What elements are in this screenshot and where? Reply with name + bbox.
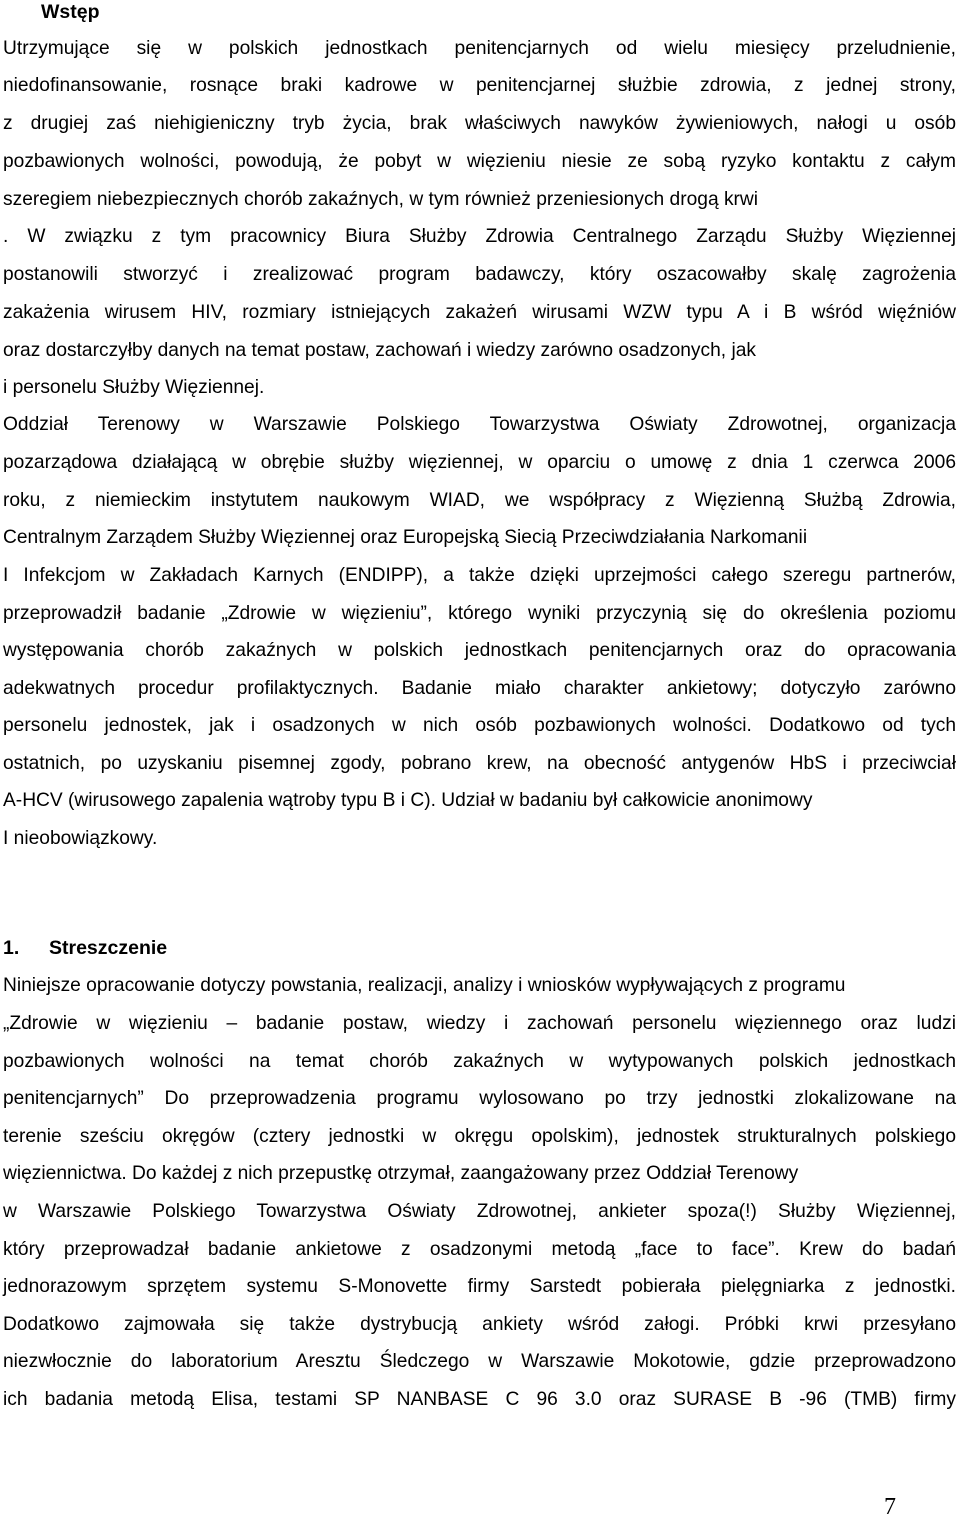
section-title: Streszczenie — [49, 937, 168, 959]
summary-line: pozbawionych wolności na temat chorób zakaźnych w wytypowanych polskich jednostkach — [3, 1051, 956, 1072]
summary-line: Niniejsze opracowanie dotyczy powstania, realizacji, analizy i wniosków wypływających z programu — [3, 975, 846, 996]
intro-line: A-HCV (wirusowego zapalenia wątroby typu B i C). Udział w badaniu był całkowicie anonimowy — [3, 790, 813, 811]
intro-line: występowania chorób zakaźnych w polskich jednostkach penitencjarnych oraz do opracowania — [3, 640, 956, 661]
summary-line: penitencjarnych” Do przeprowadzenia programu wylosowano po trzy jednostki zlokalizowane na — [3, 1088, 956, 1109]
summary-line: ich badania metodą Elisa, testami SP NANBASE C 96 3.0 oraz SURASE B -96 (TMB) firmy — [3, 1389, 956, 1410]
summary-line: niezwłocznie do laboratorium Aresztu Śledczego w Warszawie Mokotowie, gdzie przeprowadzono — [3, 1351, 956, 1372]
intro-line: szeregiem niebezpiecznych chorób zakaźnych, w tym również przeniesionych drogą krwi — [3, 189, 759, 210]
summary-line: „Zdrowie w więzieniu – badanie postaw, wiedzy i zachowań personelu więziennego oraz ludzi — [3, 1013, 956, 1034]
intro-line: I nieobowiązkowy. — [3, 828, 158, 849]
intro-line: ostatnich, po uzyskaniu pisemnej zgody, pobrano krew, na obecność antygenów HbS i przeciwciał — [3, 753, 956, 774]
intro-line: adekwatnych procedur profilaktycznych. Badanie miało charakter ankietowy; dotyczyło zarówno — [3, 678, 956, 699]
summary-line: Dodatkowo zajmowała się także dystrybucją ankiety wśród załogi. Próbki krwi przesyłano — [3, 1314, 956, 1335]
summary-line: jednorazowym sprzętem systemu S-Monovette firmy Sarstedt pobierała pielęgniarka z jednostki. — [3, 1276, 956, 1297]
intro-line: personelu jednostek, jak i osadzonych w nich osób pozbawionych wolności. Dodatkowo od tych — [3, 715, 956, 736]
intro-line: niedofinansowanie, rosnące braki kadrowe w penitencjarnej służbie zdrowia, z jednej strony, — [3, 75, 956, 96]
summary-line: w Warszawie Polskiego Towarzystwa Oświaty Zdrowotnej, ankieter spoza(!) Służby Więziennej, — [3, 1201, 956, 1222]
intro-line: roku, z niemieckim instytutem naukowym WIAD, we współpracy z Więzienną Służbą Zdrowia, — [3, 490, 956, 511]
page-number: 7 — [884, 1494, 896, 1520]
intro-line: z drugiej zaś niehigieniczny tryb życia, brak właściwych nawyków żywieniowych, nałogi u osób — [3, 113, 956, 134]
intro-line: Oddział Terenowy w Warszawie Polskiego Towarzystwa Oświaty Zdrowotnej, organizacja — [3, 414, 956, 435]
intro-line: pozbawionych wolności, powodują, że pobyt w więzieniu niesie ze sobą ryzyko kontaktu z całym — [3, 151, 956, 172]
intro-line: Centralnym Zarządem Służby Więziennej oraz Europejską Siecią Przeciwdziałania Narkomanii — [3, 527, 808, 548]
intro-heading: Wstęp — [41, 1, 100, 23]
intro-line: . W związku z tym pracownicy Biura Służby Zdrowia Centralnego Zarządu Służby Więziennej — [3, 226, 956, 247]
summary-line: więziennictwa. Do każdej z nich przepustkę otrzymał, zaangażowany przez Oddział Terenowy — [3, 1163, 799, 1184]
intro-line: i personelu Służby Więziennej. — [3, 377, 265, 398]
intro-line: przeprowadził badanie „Zdrowie w więzieniu”, którego wyniki przyczynią się do określenia poziomu — [3, 603, 956, 624]
intro-line: zakażenia wirusem HIV, rozmiary istniejących zakażeń wirusami WZW typu A i B wśród więźniów — [3, 302, 956, 323]
intro-line: pozarządowa działającą w obrębie służby więziennej, w oparciu o umowę z dnia 1 czerwca 2006 — [3, 452, 956, 473]
summary-line: który przeprowadzał badanie ankietowe z osadzonymi metodą „face to face”. Krew do badań — [3, 1239, 956, 1260]
intro-line: I Infekcjom w Zakładach Karnych (ENDIPP), a także dzięki uprzejmości całego szeregu partnerów, — [3, 565, 956, 586]
intro-line: Utrzymujące się w polskich jednostkach penitencjarnych od wielu miesięcy przeludnienie, — [3, 38, 956, 59]
section-heading — [3, 937, 167, 959]
intro-line: postanowili stworzyć i zrealizować program badawczy, który oszacowałby skalę zagrożenia — [3, 264, 956, 285]
intro-line: oraz dostarczyłby danych na temat postaw, zachowań i wiedzy zarówno osadzonych, jak — [3, 340, 756, 361]
section-number: 1. — [3, 937, 20, 959]
summary-line: terenie sześciu okręgów (cztery jednostki w okręgu opolskim), jednostek strukturalnych polskiego — [3, 1126, 956, 1147]
